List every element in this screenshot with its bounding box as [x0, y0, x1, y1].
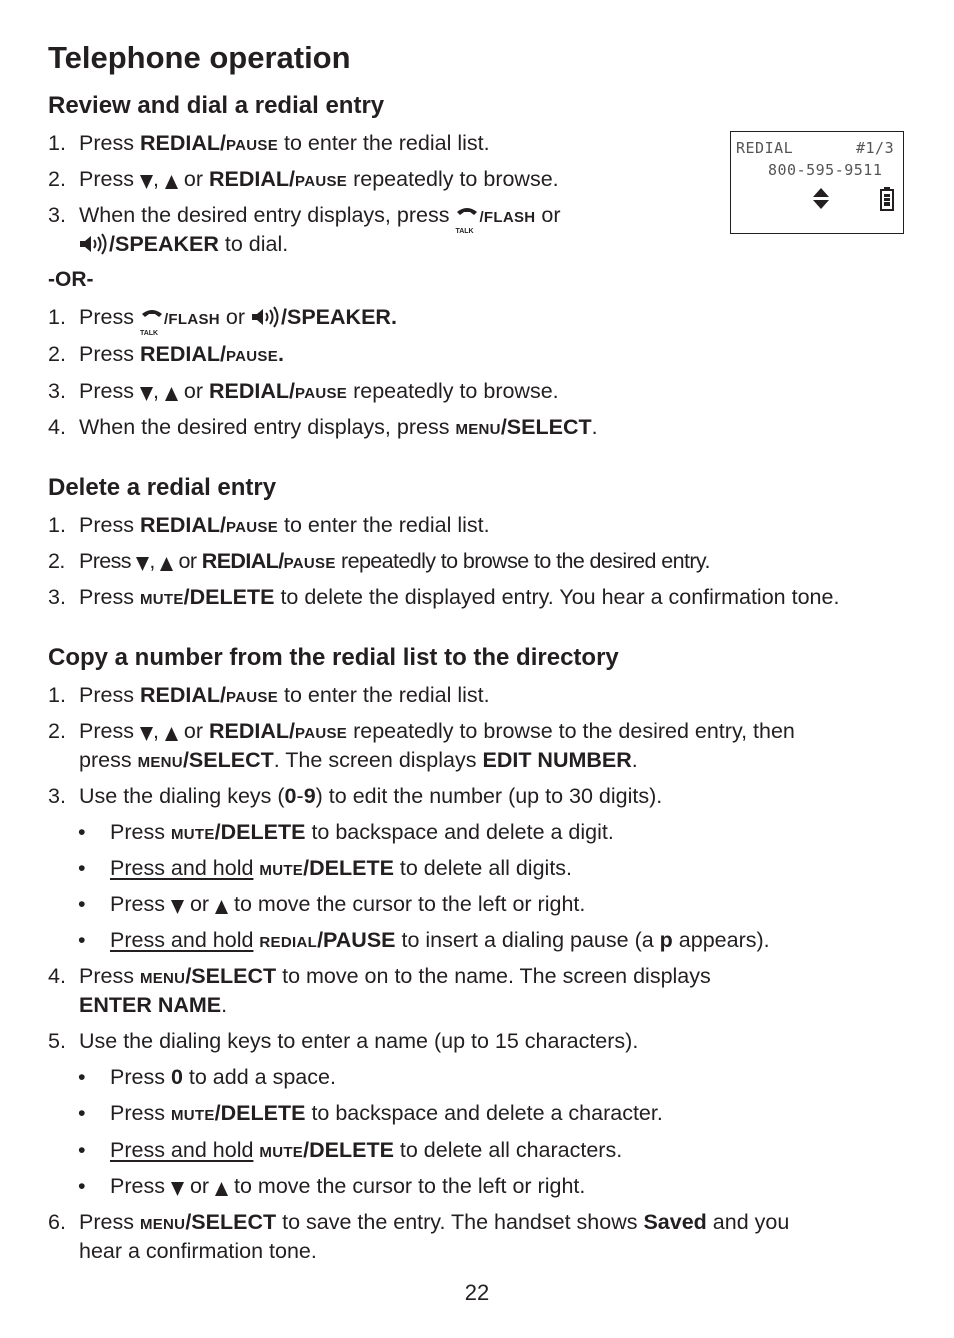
text: to backspace and delete a character. [311, 1101, 663, 1125]
text: or [189, 1174, 210, 1198]
pause-key: PAUSE [295, 173, 348, 190]
step-number: 1. [48, 131, 66, 155]
text: to delete the displayed entry. You hear a confirmation tone. [280, 585, 840, 609]
handset-screen [730, 131, 904, 234]
text: • [78, 1174, 86, 1198]
text: . [631, 748, 638, 772]
copy-step-2-cont [48, 746, 638, 777]
text: to add a space. [188, 1065, 336, 1089]
delete-key: /DELETE [303, 1138, 394, 1162]
text: , [152, 167, 159, 191]
text: to move on to the name. The screen displays [282, 964, 711, 988]
text: • [78, 1101, 86, 1125]
text: Press [79, 131, 134, 155]
text: or [183, 167, 204, 191]
step-number: 3. [48, 379, 66, 403]
select-key: /SELECT [185, 1210, 277, 1234]
text: or [183, 379, 204, 403]
review-step-3 [48, 201, 561, 235]
saved-label: Saved [643, 1210, 707, 1234]
step-number: 1. [48, 305, 66, 329]
text: to save the entry. The handset shows [282, 1210, 638, 1234]
text: p [659, 928, 673, 952]
delete-key: /DELETE [214, 1101, 306, 1125]
talk-handset-icon [139, 306, 164, 337]
text: repeatedly to browse. [353, 167, 559, 191]
step-number: 4. [48, 964, 66, 988]
text: press [79, 748, 132, 772]
copy-bullet-1 [78, 818, 614, 849]
battery-icon [880, 187, 894, 211]
text: • [78, 1138, 86, 1162]
delete-step-2 [48, 547, 710, 578]
text: Press [110, 892, 165, 916]
menu-key: MENU [137, 754, 183, 771]
up-arrow-icon [160, 556, 173, 572]
redial-key: REDIAL/ [209, 719, 296, 743]
redial-key: REDIAL/ [209, 167, 296, 191]
step-number: 6. [48, 1210, 66, 1234]
text: Press [110, 1174, 165, 1198]
pause-key: PAUSE [225, 137, 279, 154]
text: repeatedly to browse to the desired entry, then [353, 719, 795, 743]
edit-number-label: EDIT NUMBER [482, 748, 632, 772]
copy-step-1 [48, 681, 490, 712]
text: When the desired entry displays, press [79, 203, 450, 227]
text: . [591, 415, 598, 439]
text: Press and hold [110, 928, 254, 952]
review-alt-step-1: 1. Press TALK /FLASH or /SPEAKER. [48, 303, 397, 334]
up-arrow-icon [165, 386, 178, 402]
flash-key: /FLASH [163, 311, 220, 328]
speaker-key: /SPEAKER [281, 305, 391, 329]
text: Press [110, 820, 165, 844]
step-number: 4. [48, 415, 66, 439]
text: to enter the redial list. [284, 683, 490, 707]
text: Press [110, 1065, 165, 1089]
menu-key: MENU [139, 970, 186, 987]
down-arrow-icon [171, 899, 184, 915]
text: or [183, 719, 204, 743]
speaker-key: /SPEAKER [109, 232, 219, 256]
text: • [78, 856, 86, 880]
text: . [221, 993, 228, 1017]
text: Press and hold [110, 1138, 254, 1162]
copy-bullet-4 [78, 926, 770, 957]
copy-step-6-cont [48, 1237, 317, 1266]
text: • [78, 820, 86, 844]
text: Use the dialing keys ( [79, 784, 285, 808]
pause-key: PAUSE [295, 725, 348, 742]
text: Press [79, 167, 134, 191]
down-arrow-icon [140, 726, 153, 742]
or-separator: -OR- [48, 268, 94, 291]
text: Press [79, 719, 134, 743]
text: or [189, 892, 210, 916]
text: 0 [170, 1065, 183, 1089]
text: Press and hold [110, 856, 254, 880]
text: Press [110, 1101, 165, 1125]
review-step-3-cont [48, 230, 288, 259]
text: Press [79, 513, 134, 537]
review-alt-step-2: 2. Press REDIAL/PAUSE. [48, 340, 284, 371]
step-number: 2. [48, 719, 66, 743]
text: to insert a dialing pause (a [401, 928, 654, 952]
text: • [78, 892, 86, 916]
screen-entry-count: #1/3 [856, 139, 895, 157]
step-number: 2. [48, 342, 66, 366]
copy-bullet-3 [78, 890, 585, 919]
text: , [152, 719, 159, 743]
up-arrow-icon [165, 174, 178, 190]
text: repeatedly to browse to the desired entry. [341, 549, 710, 573]
review-alt-step-4 [48, 413, 598, 444]
mute-key: MUTE [259, 1144, 304, 1161]
text: Use the dialing keys to enter a name (up to 15 characters). [79, 1029, 639, 1053]
text: . The screen displays [273, 748, 477, 772]
text: Press [79, 379, 134, 403]
up-arrow-icon [215, 899, 228, 915]
delete-key: /DELETE [303, 856, 394, 880]
text: to enter the redial list. [284, 513, 490, 537]
step-number: 3. [48, 203, 66, 227]
copy-step-6 [48, 1208, 789, 1239]
pause-key: PAUSE [283, 555, 336, 572]
copy-bullet-2 [78, 854, 572, 885]
copy-bullet-5 [78, 1063, 336, 1092]
mute-key: MUTE [170, 826, 215, 843]
talk-handset-icon [455, 204, 479, 235]
redial-key: REDIAL/ [201, 549, 284, 573]
step-number: 1. [48, 513, 66, 537]
text: to move the cursor to the left or right. [234, 1174, 586, 1198]
review-step-1 [48, 129, 490, 160]
menu-key: MENU [139, 1216, 186, 1233]
text: Press [79, 342, 134, 366]
text: Press [79, 1210, 134, 1234]
text: or [225, 305, 246, 329]
mute-key: MUTE [170, 1107, 215, 1124]
text: TALK [139, 330, 159, 337]
copy-step-3 [48, 782, 662, 811]
pause-key: PAUSE [225, 519, 279, 536]
scroll-arrows-icon [813, 188, 829, 210]
down-arrow-icon [140, 386, 153, 402]
redial-key: REDIAL/ [209, 379, 296, 403]
text: to dial. [224, 232, 289, 256]
text: TALK [455, 228, 474, 235]
text: to enter the redial list. [284, 131, 490, 155]
text: • [78, 928, 86, 952]
text: or [541, 203, 561, 227]
copy-bullet-8 [78, 1172, 585, 1201]
text: Press [79, 305, 134, 329]
text: - [296, 784, 304, 808]
text: hear a confirmation tone. [79, 1239, 317, 1263]
pause-key: PAUSE [295, 385, 348, 402]
mute-key: MUTE [139, 591, 184, 608]
select-key: /SELECT [185, 964, 277, 988]
text: Press [79, 964, 134, 988]
section-heading-copy: Copy a number from the redial list to the directory [48, 644, 619, 671]
copy-bullet-7 [78, 1136, 622, 1167]
copy-step-4 [48, 962, 711, 993]
text: and you [712, 1210, 790, 1234]
text: ) to edit the number (up to 30 digits). [315, 784, 663, 808]
flash-key: /FLASH [479, 209, 536, 226]
page-title: Telephone operation [48, 40, 351, 75]
delete-step-1 [48, 511, 490, 542]
text: Press [79, 549, 131, 573]
text: repeatedly to browse. [353, 379, 559, 403]
text: 0 [284, 784, 297, 808]
text: • [78, 1065, 86, 1089]
step-number: 2. [48, 167, 66, 191]
speaker-icon [79, 233, 109, 255]
review-alt-step-3 [48, 377, 559, 408]
step-number: 3. [48, 784, 66, 808]
down-arrow-icon [136, 556, 149, 572]
text: Press [79, 585, 134, 609]
text: , [149, 549, 155, 573]
up-arrow-icon [215, 1181, 228, 1197]
copy-bullet-6 [78, 1099, 663, 1130]
menu-key: MENU [455, 421, 501, 438]
text: Press [79, 683, 134, 707]
text: to backspace and delete a digit. [311, 820, 614, 844]
redial-key: REDIAL/ [139, 342, 226, 366]
text: or [178, 549, 197, 573]
text: appears). [678, 928, 770, 952]
screen-redial-label: REDIAL [736, 139, 794, 157]
section-heading-delete: Delete a redial entry [48, 474, 277, 501]
copy-step-4-cont [48, 991, 227, 1020]
text: to move the cursor to the left or right. [234, 892, 586, 916]
enter-name-label: ENTER NAME [79, 993, 222, 1017]
text: to delete all digits. [399, 856, 573, 880]
screen-phone-number: 800-595-9511 [768, 161, 883, 179]
text: , [152, 379, 159, 403]
delete-key: /DELETE [214, 820, 306, 844]
copy-step-2 [48, 717, 795, 748]
down-arrow-icon [171, 1181, 184, 1197]
speaker-icon [251, 306, 281, 328]
page-number: 22 [464, 1280, 490, 1305]
step-number: 1. [48, 683, 66, 707]
delete-step-3 [48, 583, 839, 614]
select-key: /SELECT [182, 748, 274, 772]
review-step-2 [48, 165, 559, 196]
pause-key: PAUSE [225, 348, 279, 365]
step-number: 5. [48, 1029, 66, 1053]
text: 9 [303, 784, 316, 808]
section-heading-review: Review and dial a redial entry [48, 92, 385, 119]
redial-key: REDIAL/ [139, 513, 226, 537]
redial-key: REDIAL/ [139, 131, 226, 155]
select-key: /SELECT [500, 415, 592, 439]
text: When the desired entry displays, press [79, 415, 450, 439]
delete-key: /DELETE [183, 585, 275, 609]
up-arrow-icon [165, 726, 178, 742]
mute-key: MUTE [259, 862, 304, 879]
redial-key: REDIAL [259, 934, 318, 951]
copy-step-5 [48, 1027, 638, 1056]
step-number: 2. [48, 549, 65, 573]
pause-key: PAUSE [225, 689, 279, 706]
step-number: 3. [48, 585, 66, 609]
text: to delete all characters. [399, 1138, 623, 1162]
down-arrow-icon [140, 174, 153, 190]
pause-key: /PAUSE [317, 928, 396, 952]
redial-key: REDIAL/ [139, 683, 226, 707]
